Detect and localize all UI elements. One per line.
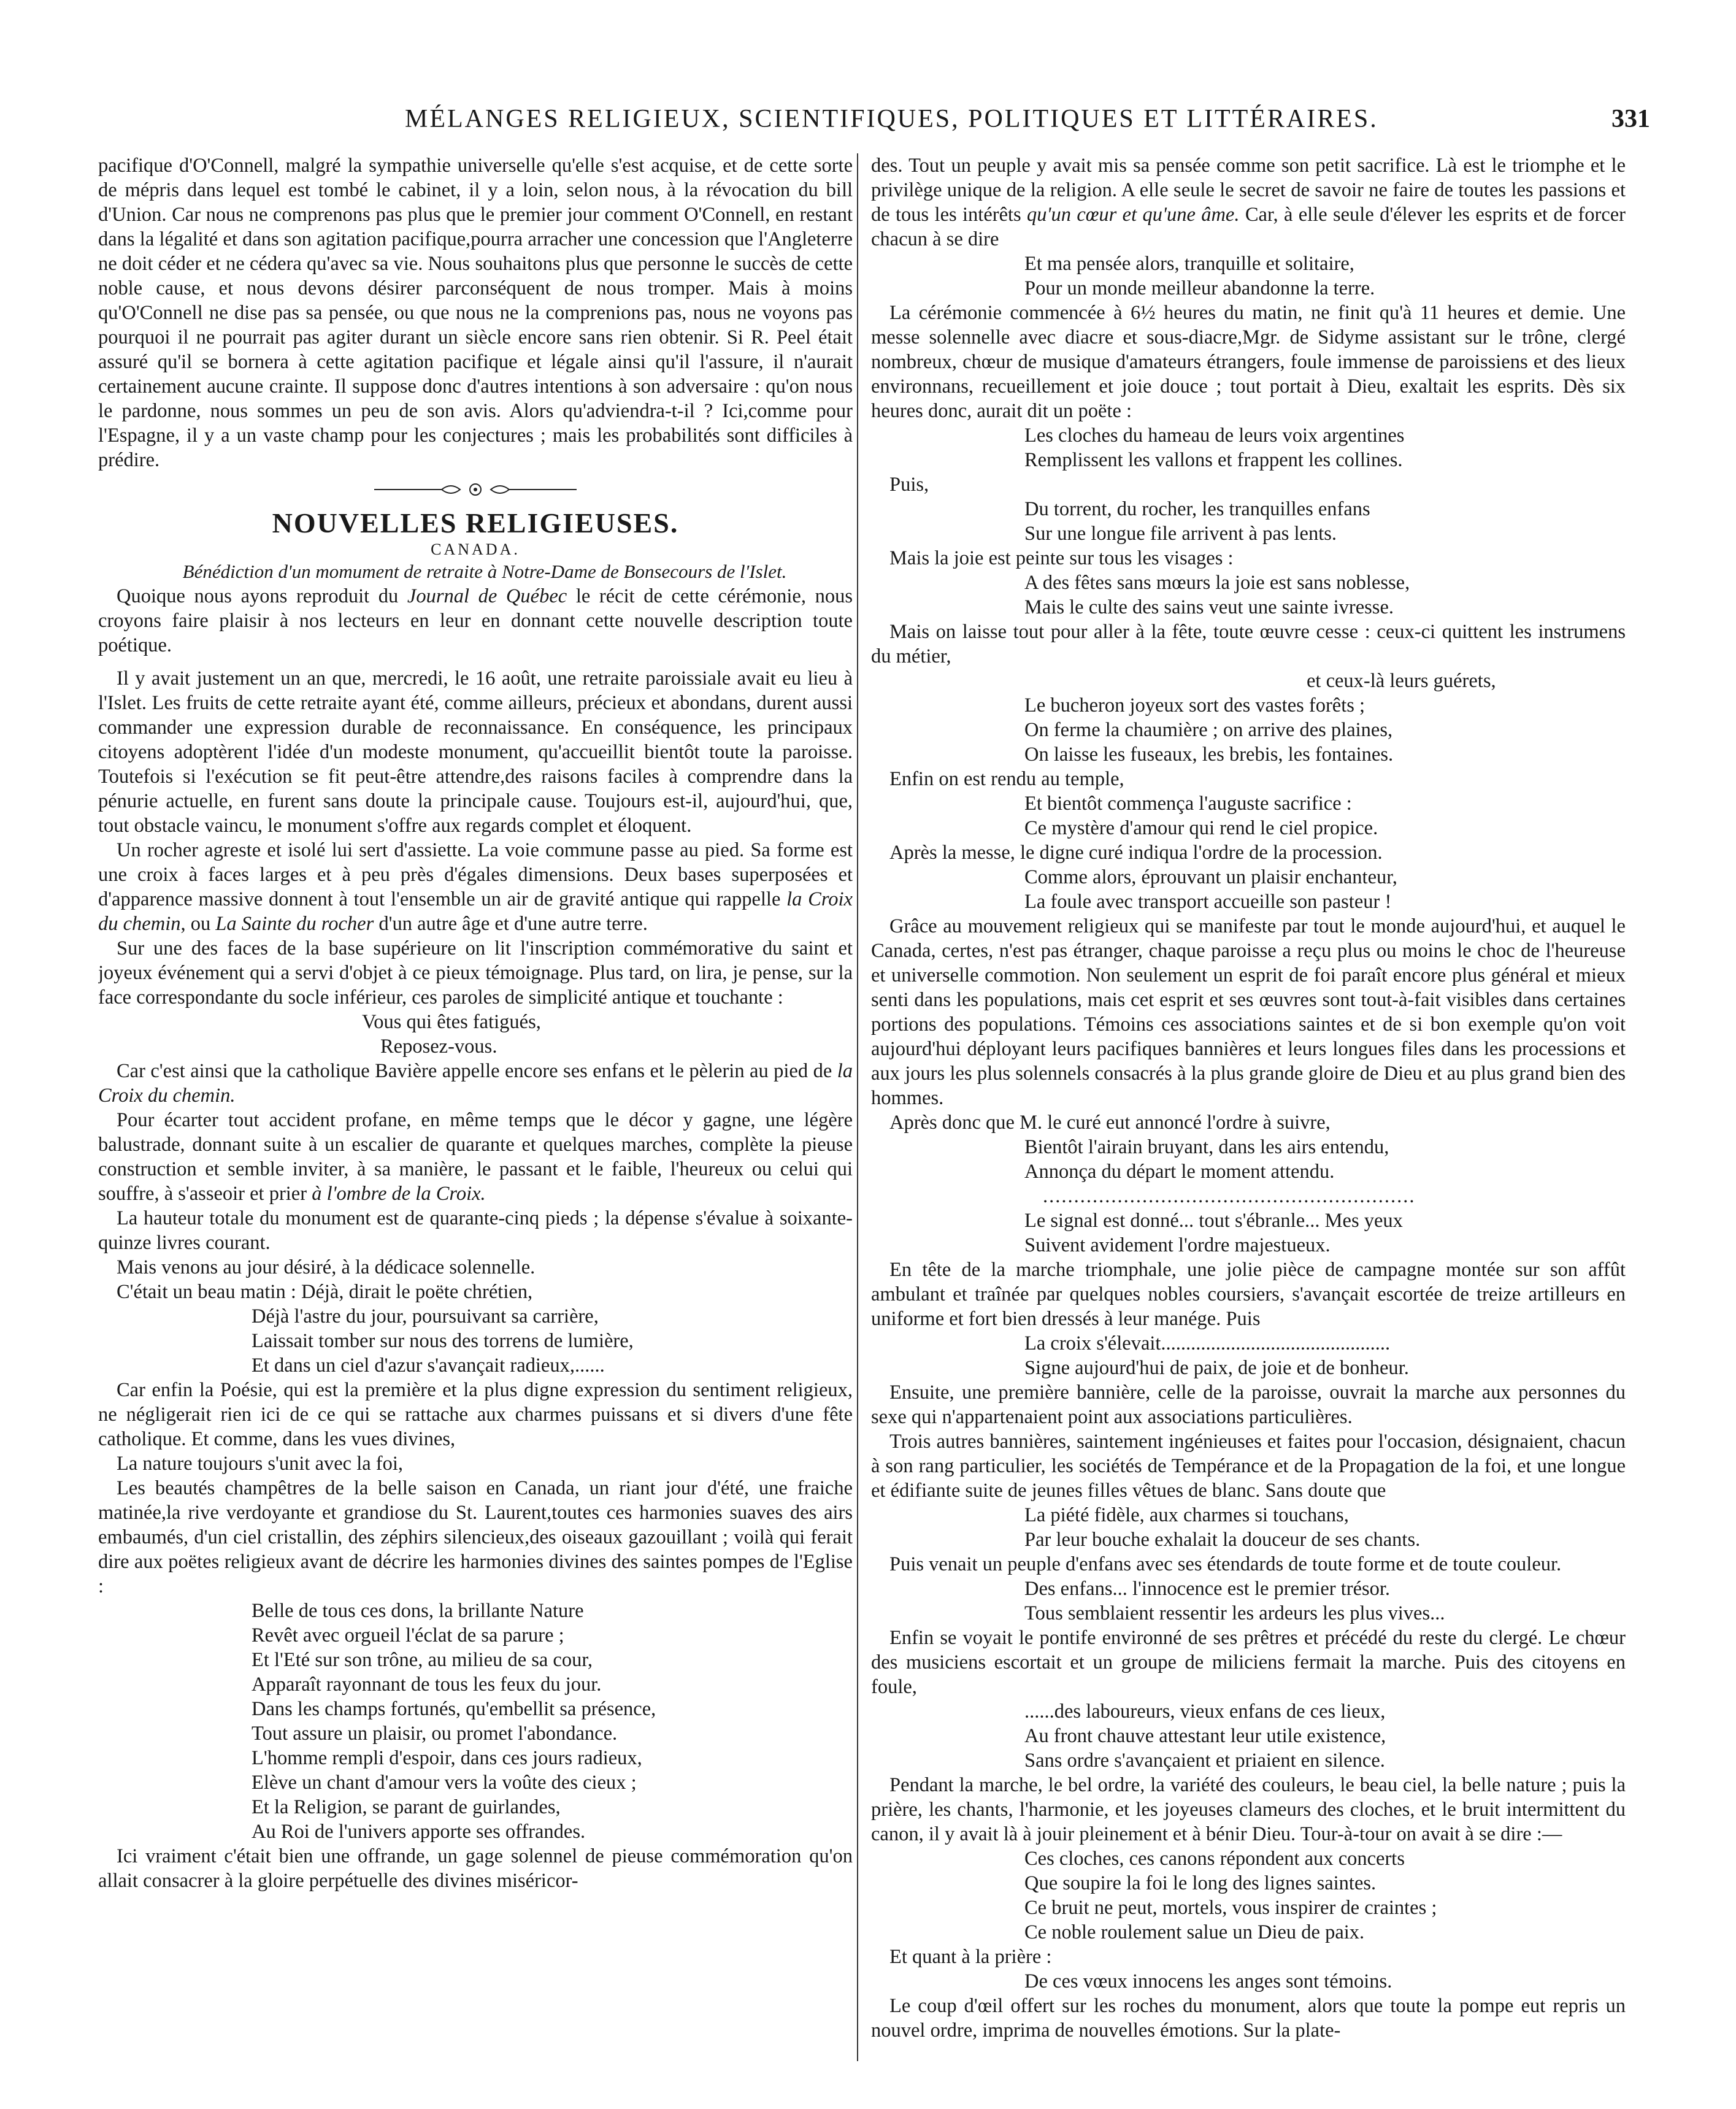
verse-line: La foule avec transport accueille son pasteur !: [1024, 891, 1392, 913]
verse-line: Le bucheron joyeux sort des vastes forêts ;: [1024, 694, 1365, 716]
verse-line: Les cloches du hameau de leurs voix argentines: [1024, 424, 1405, 447]
verse-line: Déjà l'astre du jour, poursuivant sa carrière,: [252, 1305, 599, 1327]
verse-line: Sans ordre s'avançaient et priaient en silence.: [1024, 1750, 1385, 1772]
paragraph: C'était un beau matin : Déjà, dirait le poëte chrétien,: [117, 1281, 533, 1303]
ornament-icon: [374, 482, 577, 497]
verse-line: Bientôt l'airain bruyant, dans les airs entendu,: [1024, 1136, 1389, 1158]
column-divider: [857, 153, 858, 2061]
verse: [98, 1010, 853, 1059]
emphasis: à l'ombre de la Croix.: [312, 1183, 486, 1205]
paragraph: La cérémonie commencée à 6½ heures du matin, ne finit qu'à 11 heures et demie. Une messe solennelle avec diacre et sous-diacre,Mgr. de Sidyme assistant sur le trône, clergé nombreux, chœur de musique d'amateurs étrangers, foule immense de paroissiens et des lieux environnans, recueillement et joie douce ; tout portait à Dieu, exaltait les esprits. Dès six heures donc, aurait dit un poëte :: [871, 302, 1626, 422]
verse-line: Que soupire la foi le long des lignes saintes.: [1024, 1872, 1377, 1894]
verse-line: Belle de tous ces dons, la brillante Nature: [252, 1600, 584, 1622]
verse-line: Vous qui êtes fatigués,: [362, 1011, 541, 1033]
verse-line: Pour un monde meilleur abandonne la terre.: [1024, 277, 1375, 299]
verse-line: ......des laboureurs, vieux enfans de ces lieux,: [1024, 1700, 1386, 1723]
verse: [871, 693, 1626, 767]
verse: [871, 423, 1626, 472]
paragraph: [871, 153, 1626, 252]
paragraph: Enfin se voyait le pontife environné de ses prêtres et précédé du reste du clergé. Le chœur des musiciens escortait et un groupe de miliciens fermait la marche. Puis des citoyens en foule,: [871, 1627, 1626, 1698]
verse-line: Remplissent les vallons et frappent les collines.: [1024, 449, 1403, 471]
emphasis: La Sainte du rocher: [215, 913, 374, 935]
section-subtitle: CANADA.: [431, 540, 520, 558]
paragraph: [98, 584, 853, 658]
verse-line: La croix s'élevait..............................................: [1024, 1332, 1391, 1354]
verse: [871, 1969, 1626, 1994]
right-column: [871, 153, 1626, 2061]
text: le récit de cette cérémonie, nous croyons faire plaisir à nos lecteurs en leur en donnant cette nouvelle description toute poétique.: [98, 585, 853, 656]
text: , ou: [180, 913, 216, 935]
verse-line: Et ma pensée alors, tranquille et solitaire,: [1024, 253, 1354, 275]
verse-line: Tout assure un plaisir, ou promet l'abondance.: [252, 1723, 618, 1745]
article-title: Bénédiction d'un momument de retraite à Notre-Dame de Bonsecours de l'Islet.: [182, 561, 787, 582]
paragraph: Pendant la marche, le bel ordre, la variété des couleurs, le beau ciel, la belle nature ; puis la prière, les chants, l'harmonie, et les joyeuses clameurs des cloches, et le bruit intermittent du canon, il y avait là à jouir pleinement et à bénir Dieu. Tour-à-tour on avait à se dire :—: [871, 1774, 1626, 1845]
verse-line: Et dans un ciel d'azur s'avançait radieux,......: [252, 1354, 605, 1377]
paragraph: Après donc que M. le curé eut annoncé l'ordre à suivre,: [889, 1112, 1331, 1134]
emphasis: la Croix du chemin: [98, 888, 853, 935]
paragraph: Puis,: [889, 474, 929, 496]
verse-line: Signe aujourd'hui de paix, de joie et de bonheur.: [1024, 1357, 1409, 1379]
text: Car, à elle seule d'élever les esprits et de forcer chacun à se dire: [871, 204, 1626, 250]
running-head: [86, 104, 1650, 147]
verse-line: Ce mystère d'amour qui rend le ciel propice.: [1024, 817, 1378, 839]
text: Pour écarter tout accident profane, en même temps que le décor y gagne, une légère balustrade, donnant suite à un escalier de quarante et quelques marches, complète la pieuse construction et semble inviter, à sa manière, le passant et le faible, l'heureux ou celui qui souffre, à s'asseoir et prier: [98, 1109, 853, 1205]
verse-line: Et la Religion, se parant de guirlandes,: [252, 1796, 561, 1818]
paragraph: Mais venons au jour désiré, à la dédicace solennelle.: [117, 1256, 536, 1278]
verse-line: Par leur bouche exhalait la douceur de ses chants.: [1024, 1529, 1421, 1551]
verse-line: Tous semblaient ressentir les ardeurs les plus vives...: [1024, 1602, 1445, 1624]
verse: [871, 1208, 1626, 1258]
paragraph: Après la messe, le digne curé indiqua l'ordre de la procession.: [889, 842, 1383, 864]
verse-line: Sur une longue file arrivent à pas lents.: [1024, 523, 1337, 545]
verse-line: On laisse les fuseaux, les brebis, les fontaines.: [1024, 743, 1394, 766]
paragraph: Mais on laisse tout pour aller à la fête, toute œuvre cesse : ceux-ci quittent les instrumens du métier,: [871, 621, 1626, 667]
verse: [98, 1599, 853, 1844]
verse-line: L'homme rempli d'espoir, dans ces jours radieux,: [252, 1747, 642, 1769]
paragraph: Car enfin la Poésie, qui est la première et la plus digne expression du sentiment religieux, ne négligerait rien ici de ce qui se rattache aux charmes puissans et si divers d'une fête catholique. Et comme, dans les vues divines,: [98, 1379, 853, 1450]
verse-line: On ferme la chaumière ; on arrive des plaines,: [1024, 719, 1393, 741]
paragraph: Ensuite, une première bannière, celle de la paroisse, ouvrait la marche aux personnes du sexe qui n'appartenaient point aux associations particulières.: [871, 1381, 1626, 1428]
verse: [871, 497, 1626, 546]
verse: [98, 1304, 853, 1378]
publication-name: Journal de Québec: [407, 585, 567, 607]
verse-line: Reposez-vous.: [380, 1035, 497, 1058]
verse: [871, 1577, 1626, 1626]
ornament-divider: [98, 478, 853, 503]
ellipsis-line: ............................................................: [1043, 1185, 1416, 1207]
verse-line: Elève un chant d'amour vers la voûte des cieux ;: [252, 1772, 637, 1794]
paragraph: Sur une des faces de la base supérieure on lit l'inscription commémorative du saint et joyeux événement qui a servi d'objet à ce pieux témoignage. Plus tard, on lira, je pense, sur la face correspondante du socle inférieur, ces paroles de simplicité antique et touchante :: [98, 937, 853, 1008]
verse-line: Le signal est donné... tout s'ébranle... Mes yeux: [1024, 1210, 1403, 1232]
text: Un rocher agreste et isolé lui sert d'assiette. La voie commune passe au pied. Sa forme est une croix à faces larges et à peu près d'égales dimensions. Deux bases superposées et d'apparence massive donnent à tout l'ensemble un air de gravité antique qui rappelle: [98, 839, 853, 910]
verse-line: La piété fidèle, aux charmes si touchans,: [1024, 1504, 1349, 1526]
verse-line: A des fêtes sans mœurs la joie est sans noblesse,: [1024, 572, 1410, 594]
paragraph: Grâce au mouvement religieux qui se manifeste par tout le monde aujourd'hui, et auquel le Canada, certes, n'est pas étranger, chaque paroisse a reçu plus ou moins le choc de l'heureuse et universelle commotion. Non seulement un esprit de foi paraît encore plus général et mieux senti dans les populations, mais cet esprit et ses œuvres sont tout-à-fait visibles dans certaines portions des populations. Témoins ces associations saintes et de si bon exemple qu'on voit aujourd'hui déployant leurs pacifiques bannières et leurs longues files dans les processions et aux jours les plus solennels consacrés à la plus grande gloire de Dieu et au plus grand bien des hommes.: [871, 915, 1626, 1109]
paragraph: [98, 838, 853, 936]
paragraph: [98, 1059, 853, 1108]
verse-line: Et bientôt commença l'auguste sacrifice :: [1024, 793, 1352, 815]
emphasis: la Croix du chemin.: [98, 1060, 853, 1107]
verse-line: Ce noble roulement salue un Dieu de paix.: [1024, 1921, 1365, 1943]
paragraph: Puis venait un peuple d'enfans avec ses étendards de toute forme et de toute couleur.: [889, 1553, 1562, 1575]
paragraph: Enfin on est rendu au temple,: [889, 768, 1124, 790]
verse: [871, 791, 1626, 840]
verse-line: Apparaît rayonnant de tous les feux du jour.: [252, 1673, 602, 1696]
verse-line: Comme alors, éprouvant un plaisir enchanteur,: [1024, 866, 1397, 888]
verse-line: Revêt avec orgueil l'éclat de sa parure ;: [252, 1624, 564, 1646]
verse-line: Ce bruit ne peut, mortels, vous inspirer de craintes ;: [1024, 1897, 1437, 1919]
paragraph: Il y avait justement un an que, mercredi, le 16 août, une retraite paroissiale avait eu lieu à l'Islet. Les fruits de cette retraite ayant été, comme ailleurs, précieux et abondans, durent aussi commander une expression durable de reconnaissance. En conséquence, les principaux citoyens adoptèrent l'idée d'un modeste monument, qu'accueillit bientôt toute la paroisse. Toutefois si l'exécution se fit peut-être attendre,des raisons faciles à comprendre dans la pénurie actuelle, en furent sans doute la principale cause. Toujours est-il, aujourd'hui, que, tout obstacle vaincu, le monument s'offre aux regards complet et éloquent.: [98, 667, 853, 837]
left-column: [98, 153, 853, 2061]
verse-fragment: et ceux-là leurs guérets,: [1307, 670, 1496, 692]
verse-line: Au Roi de l'univers apporte ses offrandes.: [252, 1821, 586, 1843]
verse-line: Ces cloches, ces canons répondent aux concerts: [1024, 1848, 1405, 1870]
verse-line: Et l'Eté sur son trône, au milieu de sa cour,: [252, 1649, 593, 1671]
verse-line: Dans les champs fortunés, qu'embellit sa présence,: [252, 1698, 656, 1720]
verse-line: Laissait tomber sur nous des torrens de lumière,: [252, 1330, 634, 1352]
section-title: NOUVELLES RELIGIEUSES.: [272, 507, 679, 539]
paragraph: pacifique d'O'Connell, malgré la sympathie universelle qu'elle s'est acquise, et de cette sorte de mépris dans lequel est tombé le cabinet, il y a loin, selon nous, à la révocation du bill d'Union. Car nous ne comprenons pas plus que le premier jour comment O'Connell, en restant dans la légalité et dans son agitation pacifique,pourra arracher une concession que l'Angleterre ne doit céder et ne cédera qu'avec sa vie. Nous souhaitons plus que personne le succès de cette noble cause, et nous devons désirer parconséquent de nous tromper. Mais à moins qu'O'Connell ne dise pas sa pensée, ou que nous ne la comprenions pas, nous ne voyons pas pourquoi il ne pourrait pas agiter durant un siècle encore sans rien obtenir. Si R. Peel était assuré qu'il se bornera à cette agitation pacifique et légale ainsi qu'il l'assure, il n'aurait certainement aucune crainte. Il suppose donc d'autres intentions à son adversaire : qu'on nous le pardonne, nous sommes un peu de son avis. Alors qu'adviendra-t-il ? Ici,comme pour l'Espagne, il y a un vaste champ pour les conjectures ; mais les probabilités sont difficiles à prédire.: [98, 155, 853, 471]
verse-line: Suivent avidement l'ordre majestueux.: [1024, 1234, 1331, 1256]
paragraph: En tête de la marche triomphale, une jolie pièce de campagne montée sur son affût ambulant et traînée par quelques nobles coursiers, s'avançait escortée de treize artilleurs en uniforme et fort bien dressés à leur manége. Puis: [871, 1259, 1626, 1330]
text: d'un autre âge et d'une autre terre.: [374, 913, 648, 935]
verse-line: Annonça du départ le moment attendu.: [1024, 1161, 1335, 1183]
verse: [871, 252, 1626, 301]
paragraph: La nature toujours s'unit avec la foi,: [117, 1453, 404, 1475]
verse-line: De ces vœux innocens les anges sont témoins.: [1024, 1970, 1392, 1992]
verse-line: Au front chauve attestant leur utile existence,: [1024, 1725, 1386, 1747]
verse: [871, 570, 1626, 620]
text: des. Tout un peuple y avait mis sa pensée comme son petit sacrifice. Là est le triomphe et le privilège unique de la religion. A elle seule le secret de savoir ne faire de toutes les passions et de tous les intérêts: [871, 155, 1626, 226]
text: Car c'est ainsi que la catholique Bavière appelle encore ses enfans et le pèlerin au pied de: [117, 1060, 837, 1082]
text: Quoique nous ayons reproduit du: [117, 585, 407, 607]
page-number: 331: [1611, 105, 1650, 133]
verse: [871, 865, 1626, 914]
paragraph: Et quant à la prière :: [889, 1946, 1052, 1968]
paragraph: Les beautés champêtres de la belle saison en Canada, un riant jour d'été, une fraiche matinée,la rive verdoyante et grandiose du St. Laurent,toutes ces harmonies suaves des airs embaumés, d'un ciel cristallin, des zéphirs silencieux,des oiseaux gazouillant ; voilà qui ferait dire aux poëtes religieux avant de décrire les harmonies divines des saintes pompes de l'Eglise :: [98, 1477, 853, 1597]
paragraph: [98, 1108, 853, 1206]
paragraph: Trois autres bannières, saintement ingénieuses et faites pour l'occasion, désignaient, chacun à son rang particulier, les sociétés de Tempérance et de la Propagation de la foi, et une longue et édifiante suite de jeunes filles vêtues de blanc. Sans doute que: [871, 1431, 1626, 1502]
running-title: MÉLANGES RELIGIEUX, SCIENTIFIQUES, POLITIQUES ET LITTÉRAIRES.: [405, 105, 1378, 133]
verse-line: Des enfans... l'innocence est le premier trésor.: [1024, 1578, 1391, 1600]
verse: [871, 1331, 1626, 1380]
paragraph: Le coup d'œil offert sur les roches du monument, alors que toute la pompe eut repris un nouvel ordre, imprima de nouvelles émotions. Sur la plate-: [871, 1995, 1626, 2042]
verse-line: Mais le culte des sains veut une sainte ivresse.: [1024, 596, 1394, 618]
paragraph: Mais la joie est peinte sur tous les visages :: [889, 547, 1234, 569]
verse: [871, 1699, 1626, 1773]
verse: [871, 1135, 1626, 1184]
paragraph: Ici vraiment c'était bien une offrande, un gage solennel de pieuse commémoration qu'on allait consacrer à la gloire perpétuelle des divines miséricor-: [98, 1845, 853, 1892]
emphasis: qu'un cœur et qu'une âme.: [1027, 204, 1240, 226]
verse-line: Du torrent, du rocher, les tranquilles enfans: [1024, 498, 1370, 520]
paragraph: La hauteur totale du monument est de quarante-cinq pieds ; la dépense s'évalue à soixante-quinze livres courant.: [98, 1207, 853, 1254]
verse: [871, 1846, 1626, 1945]
verse: [871, 1503, 1626, 1552]
